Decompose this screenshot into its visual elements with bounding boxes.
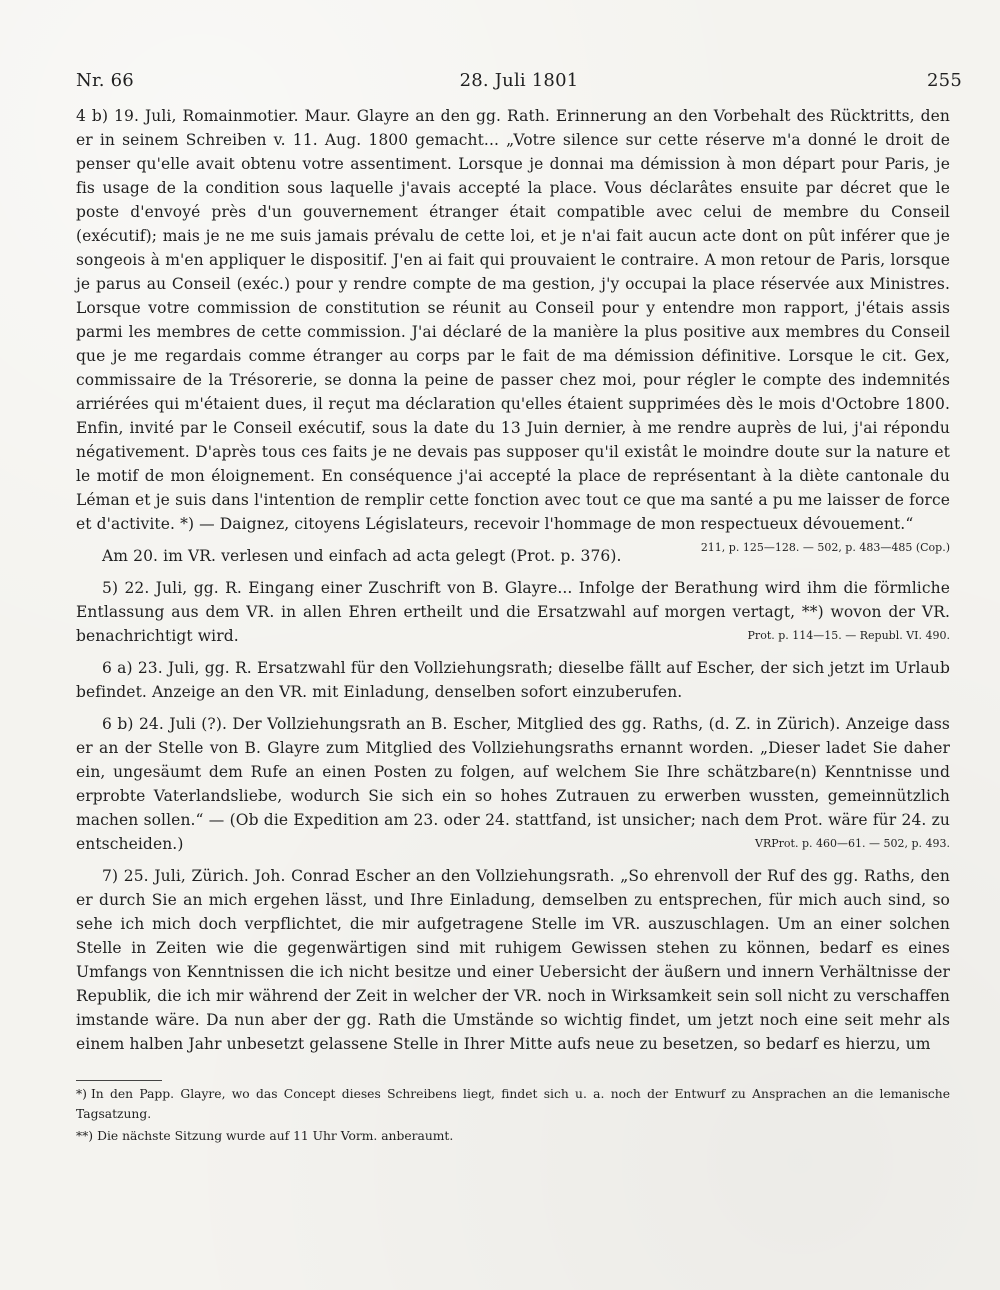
entry-citation: VRProt. p. 460—61. — 502, p. 493. xyxy=(755,837,950,850)
entry-6a xyxy=(76,656,950,704)
entry-5 xyxy=(76,576,950,648)
entry-citation: 211, p. 125—128. — 502, p. 483—485 (Cop.) xyxy=(700,541,950,554)
footnote-2 xyxy=(76,1126,950,1146)
page-number: 255 xyxy=(927,70,962,91)
entry-7 xyxy=(76,864,950,1056)
document-number: Nr. 66 xyxy=(76,70,134,91)
entry-lead: 4 b) 19. Juli, Romainmotier. Maur. Glayre an den gg. Rath. xyxy=(76,107,550,125)
entry-lead: 6 b) 24. Juli (?). xyxy=(102,715,227,733)
main-text xyxy=(76,104,950,1056)
entry-text: Erinnerung an den Vorbehalt des Rücktritts, den er in seinem Schreiben v. 11. Aug. 1800 gemacht... „Votre silence sur cette réserve m'a donné le droit de penser qu'elle avait obtenu votre assentiment. Lorsque je donnai ma démission à mon départ pour Paris, je fis usage de la condition sous laquelle j'avais accepté la place. Vous déclarâtes ensuite par décret que le poste d'envoyé près d'un gouvernement étranger était compatible avec celui de membre du Conseil (exécutif); mais je ne me suis jamais prévalu de cette loi, et je n'ai fait aucun acte dont on pût inférer que je songeois à m'en appliquer le dispositif. J'en ai fait qui prouvaient le contraire. A mon retour de Paris, lorsque je parus au Conseil (exéc.) pour y rendre compte de ma gestion, j'y occupai la place réservée aux Ministres. Lorsque votre commission de constitution se réunit au Conseil pour y entendre mon rapport, j'étais assis parmi les membres de cette commission. J'ai déclaré de la manière la plus positive aux membres du Conseil que je me regardais comme étranger au corps par le fait de ma démission définitive. Lorsque le cit. Gex, commissaire de la Trésorerie, se donna la peine de passer chez moi, pour régler le compte des indemnités arriérées qui m'étaient dues, il reçut ma déclaration qu'elles étaient supprimées dès le mois d'Octobre 1800. Enfin, invité par le Conseil exécutif, sous la date du 13 Juin dernier, à me rendre auprès de lui, j'ai répondu négativement. D'après tous ces faits je ne devais pas supposer qu'il existât le moindre doute sur la nature et le motif de mon éloignement. En conséquence j'ai accepté la place de représentant à la diète cantonale du Léman et je suis dans l'intention de remplir cette fonction avec tout ce que ma santé a pu me laisser de force et d'activite. *) — Daignez, citoyens Législateurs, recevoir l'hommage de mon respectueux dévouement.“ xyxy=(76,107,950,533)
entry-text: Eingang einer Zuschrift von B. Glayre... Infolge der Berathung wird ihm die förmliche Entlassung aus dem VR. in allen Ehren ertheilt und die Ersatzwahl auf morgen vertagt, **) wovon der VR. benachrichtigt wird. xyxy=(76,579,950,645)
footnote-divider xyxy=(76,1080,162,1081)
entry-text: Joh. Conrad Escher an den Vollziehungsrath. „So ehrenvoll der Ruf des gg. Raths, den er durch Sie an mich ergehen lässt, und Ihre Einladung, demselben zu entsprechen, für mich auch sind, so sehe ich mich doch verpflichtet, die mir aufgetragene Stelle im VR. auszuschlagen. Um an einer solchen Stelle in Zeiten wie die gegenwärtigen sind mit ruhigem Gewissen stehen zu können, bedarf es eines Umfangs von Kenntnissen die ich nicht besitze und einer Uebersicht der äußern und innern Verhältnisse der Republik, die ich mir während der Zeit in welcher der VR. noch in Wirksamkeit sein soll nicht zu verschaffen imstande wäre. Da nun aber der gg. Rath die Umstände so wichtig findet, um jetzt noch eine seit mehr als einem halben Jahr unbesetzt gelassene Stelle in Ihrer Mitte aufs neue zu besetzen, so bedarf es hierzu, um xyxy=(76,867,950,1053)
entry-text: Der Vollziehungsrath an B. Escher, Mitglied des gg. Raths, (d. Z. in Zürich). Anzeige dass er an der Stelle von B. Glayre zum Mitglied des Vollziehungsraths ernannt worden. „Dieser ladet Sie daher ein, ungesäumt dem Rufe an einen Posten zu folgen, auf welchem Sie Ihre schätzbare(n) Kenntnisse und erprobte Vaterlandsliebe, wodurch Sie sich ein so hohes Zutrauen zu erwerben wussten, gemeinnützlich machen sollen.“ — (Ob die Expedition am 23. oder 24. stattfand, ist unsicher; nach dem Prot. wäre für 24. zu entscheiden.) xyxy=(76,715,950,853)
footnote-label: *) xyxy=(76,1087,87,1101)
entry-lead: 6 a) 23. Juli, gg. R. xyxy=(102,659,252,677)
page-date: 28. Juli 1801 xyxy=(459,70,579,91)
entry-lead: 5) 22. Juli, gg. R. xyxy=(102,579,242,597)
page-header xyxy=(76,70,962,94)
footnotes xyxy=(76,1084,950,1146)
entry-lead: 7) 25. Juli, Zürich. xyxy=(102,867,249,885)
entry-citation: Prot. p. 114—15. — Republ. VI. 490. xyxy=(747,629,950,642)
entry-4b xyxy=(76,104,950,554)
footnote-text: Die nächste Sitzung wurde auf 11 Uhr Vorm. anberaumt. xyxy=(97,1129,454,1143)
entry-text: Ersatzwahl für den Vollziehungsrath; dieselbe fällt auf Escher, der sich jetzt im Urlaub befindet. Anzeige an den VR. mit Einladung, denselben sofort einzuberufen. xyxy=(76,659,950,701)
footnote-label: **) xyxy=(76,1129,94,1143)
entry-text: Am 20. im VR. verlesen und einfach ad acta gelegt (Prot. p. 376). xyxy=(102,547,622,565)
entry-6b xyxy=(76,712,950,856)
footnote-text: In den Papp. Glayre, wo das Concept dieses Schreibens liegt, findet sich u. a. noch der Entwurf zu Ansprachen an die lemanische Tagsatzung. xyxy=(76,1087,950,1121)
footnote-1 xyxy=(76,1084,950,1124)
